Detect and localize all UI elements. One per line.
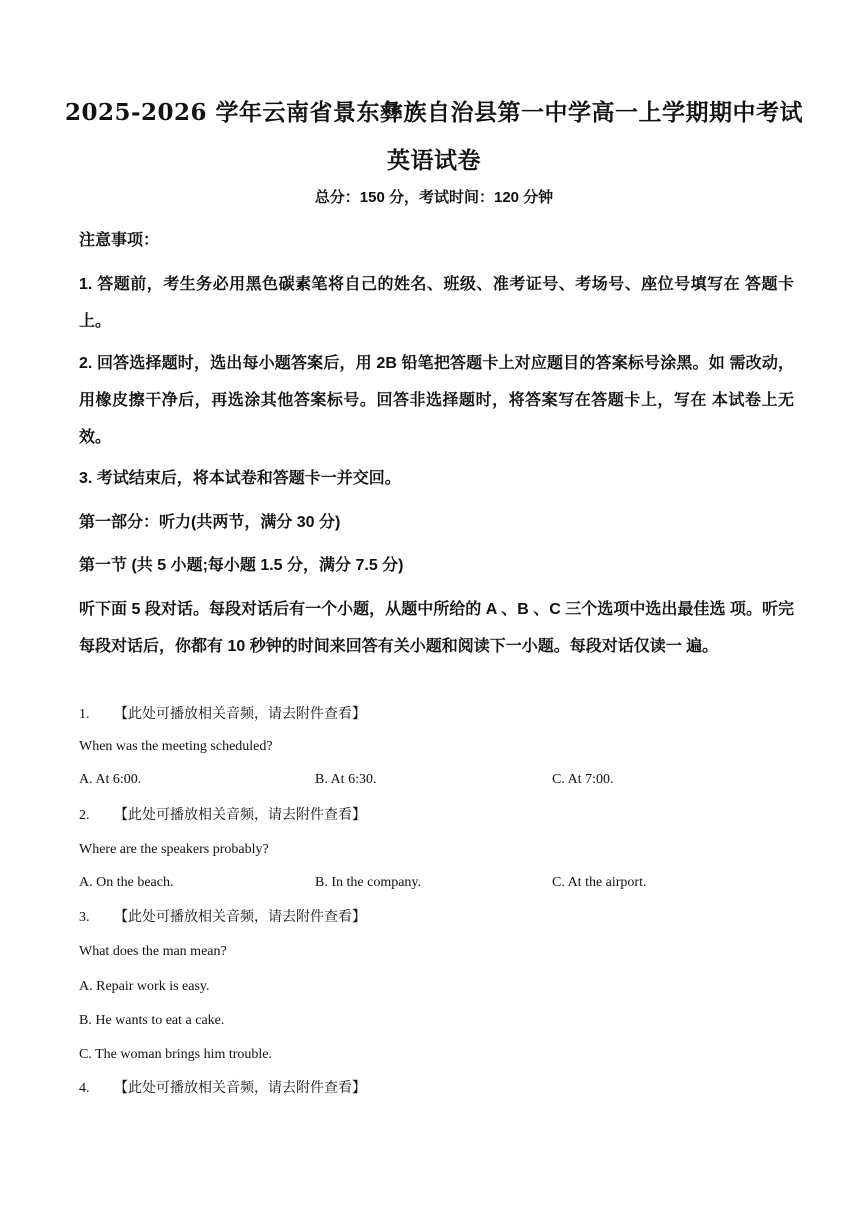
option-c: C. At the airport.: [552, 875, 647, 890]
question-4-audio: [79, 1079, 794, 1099]
notice-item-1: 1. 答题前，考生务必用黑色碳素笔将自己的姓名、班级、准考证号、考场号、座位号填写在 答题卡上。: [79, 276, 794, 330]
question-3-option-c: C. The woman brings him trouble.: [79, 1047, 272, 1062]
question-3-option-b: B. He wants to eat a cake.: [79, 1013, 225, 1028]
audio-note: 【此处可播放相关音频，请去附件查看】: [114, 707, 366, 722]
option-a: A. At 6:00.: [79, 772, 142, 787]
exam-title-line2: 英语试卷: [387, 147, 481, 174]
audio-note: 【此处可播放相关音频，请去附件查看】: [114, 1081, 366, 1096]
exam-meta: 总分：150 分，考试时间：120 分钟: [314, 189, 554, 206]
notice-heading: 注意事项：: [79, 232, 160, 249]
notice-item-2: 2. 回答选择题时，选出每小题答案后，用 2B 铅笔把答题卡上对应题目的答案标号涂黑。如 需改动，用橡皮擦干净后，再选涂其他答案标号。回答非选择题时，将答案写在答题卡上，写在 本试卷上无效。: [79, 355, 794, 446]
part1-heading: 第一部分：听力(共两节，满分 30 分): [79, 514, 341, 531]
notice-item-3: 3. 考试结束后，将本试卷和答题卡一并交回。: [79, 470, 401, 487]
exam-title-line1: 2025-2026 学年云南省景东彝族自治县第一中学高一上学期期中考试: [64, 99, 804, 126]
question-3-stem: What does the man mean?: [79, 944, 227, 959]
question-3-audio: [79, 908, 794, 928]
question-2-stem: Where are the speakers probably?: [79, 842, 269, 857]
listening-instructions: 听下面 5 段对话。每段对话后有一个小题，从题中所给的 A 、B 、C 三个选项中选出最佳选 项。听完每段对话后，你都有 10 秒钟的时间来回答有关小题和阅读下一小题。每段对话仅读一 遍。: [79, 601, 794, 655]
question-number: 1.: [79, 707, 90, 722]
option-a: A. On the beach.: [79, 875, 174, 890]
option-b: B. At 6:30.: [315, 772, 377, 787]
option-c: C. At 7:00.: [552, 772, 614, 787]
question-number: 2.: [79, 808, 90, 823]
question-number: 3.: [79, 910, 90, 925]
option-b: B. In the company.: [315, 875, 422, 890]
question-1-audio: [79, 705, 794, 725]
audio-note: 【此处可播放相关音频，请去附件查看】: [114, 910, 366, 925]
audio-note: 【此处可播放相关音频，请去附件查看】: [114, 808, 366, 823]
question-2-audio: [79, 806, 794, 826]
question-3-option-a: A. Repair work is easy.: [79, 979, 210, 994]
question-1-options: [79, 772, 794, 792]
question-number: 4.: [79, 1081, 90, 1096]
question-2-options: [79, 875, 794, 895]
question-1-stem: When was the meeting scheduled?: [79, 739, 273, 754]
section1-heading: 第一节 (共 5 小题;每小题 1.5 分，满分 7.5 分): [79, 557, 404, 574]
